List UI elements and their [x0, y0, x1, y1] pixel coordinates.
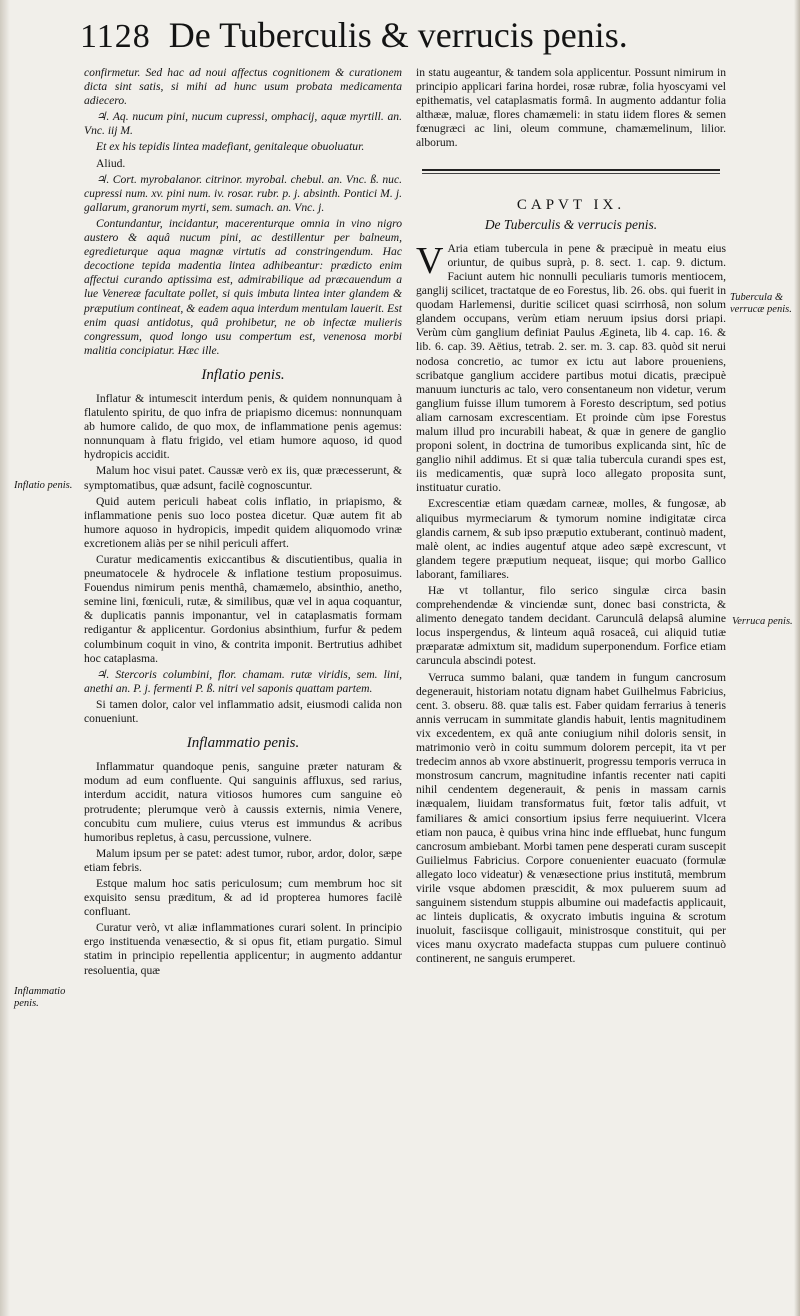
margin-note-inflammatio: Inflammatio penis. [14, 986, 66, 1009]
paragraph-text: Aria etiam tubercula in pene & præcipuè in meatu eius oriuntur, de quibus suprà, p. 8. sect. 1. cap. 9. dictum. Faciunt autem hic nonnulli peculiaris tumoris mentiocem, ganglij scilicet, tractatque de eo Forestus, lib. 26. obs. qui fuerit in quodam Harlemensi, duritie scilicet quasi scirrhosâ, non solum glandem occupans, verùm etiam neruum ipsius dorsi priapi. Verùm cùm ganglium definiat Paulus Ægineta, lib 4. cap. 16. & lib. 6. cap. 39. Aëtius, tetrab. 2. ser. m. 3. cap. 83. quòd sit nerui nodosa concretio, ac tumor ex ictu aut labore proueniens, scribatque ganglium accidere partibus motui dicatis, præcipuè manuum iuncturis ac talo, vero consentaneum non videtur, verum ganglium fuisse illum tumorem à Foresto descriptum, sed potius aliam carnosam excrescentiam. Et proinde cùm ipse Forestus malum illud pro incurabili habeat, & quæ in genere de ganglio proponi solent, in doctrina de tumoribus explicanda sint, hîc de ganglio nihil addimus. Et si quæ talia tubercula curandi spes est, iis medicamentis, quæ suprà loco allegato proposita sunt, instituatur curatio. [416, 241, 726, 495]
paragraph: Verruca summo balani, quæ tandem in fungum cancrosum degenerauit, historiam notatu dignam habet Guilhelmus Fabricius, cent. 3. obseru. 88. quæ talis est. Faber quidam ferrarius à teneris annis verrucam in summitate glandis habuit, lentis magnitudinem vix excedentem, ex quâ ante coniugium nihil doloris sensit, in matrimonio verò in coitu summum dolorem percepit, ita vt per tredecim annos ab vxore abstinuerit, progressu temporis verruca in monstrosum cancrum, magnitudine infantis recenter nati capiti nihil cendentem degenerauit, & penis in massam carnis inæqualem, liuidam transformatus fuit, fœtor talis adfuit, vt familiares & amici consortium ipsius ferre nequiuerint. Vlcera etiam non pauca, è quibus vrina hinc inde effluebat, hunc fungum cancrosum ambiebant. Morbi tamen pene desperati curam suscepit Guilielmus Fabricius. Corpore conuenienter euacuato (formulæ allegato loco videatur) & venæsectione prius institutâ, membrum virile vsque abdomen præscidit, & mox puluerem suum ad sanguinem sistendum stuppis albumine oui madefactis applicauit, ac linteis duplicatis, & oxycrato imbutis inguina & scrotum inuoluit, fasciisque colligauit, ministrosque constituit, qui per vices manu oxycrato madefacta stuppas cum puluere continuò continerent, ne sanguis erumperet. [416, 670, 726, 966]
section-heading-inflammatio: Inflammatio penis. [186, 735, 300, 752]
paragraph: Si tamen dolor, calor vel inflammatio adsit, eiusmodi calida non conueniunt. [84, 697, 402, 726]
paragraph: Excrescentiæ etiam quædam carneæ, molles, & fungosæ, ab aliquibus myrmeciarum & tymorum nomine indigitatæ circa glandis carnem, & sub ipso præputio extuberant, continuò madent, malè olent, ac indies augentuf atque adeo sæpè excrescunt, vt glandem tegere præputium nequeat, iisque; qui morbo Gallico laborant, familiares. [416, 497, 726, 581]
left-column [84, 66, 402, 980]
page-gutter-shadow [0, 0, 10, 1316]
paragraph: Inflatur & intumescit interdum penis, & quidem nonnunquam à flatulento spiritu, de quo infra de priapismo dicemus: nonnunquam ab humore calido, de quo mox, de inflammatione penis agemus: nonnunquam à flatu frigido, vel etiam humore aquoso, id quod hydropicis accidit. [84, 391, 402, 462]
paragraph: Contundantur, incidantur, macerenturque omnia in vino nigro austero & aquâ nucum pini, ac destillentur per balneum, egredieturque aqua magnæ virtutis ad constringendum. Hac decoctione tepida madentia lintea adhibeantur: prædicto enim affectui curando aptissima est, admirabilique ad præcauendum a lue Venereæ facultate pollet, si quis imbuta lintea inter glandem & præputium contineat, & eadem aqua interdum mentulam lauerit. Est enim quasi antidotus, quâ prohibetur, ne ob infectæ mulieris congressum, quod longo usu compertum est, venenosa morbi malitia concipiatur. Hæc ille. [84, 216, 402, 357]
paragraph: Estque malum hoc satis periculosum; cum membrum hoc sit exquisito sensu præditum, & ad id propterea humores facilè confluant. [84, 876, 402, 919]
paragraph: Curatur medicamentis exiccantibus & discutientibus, qualia in pneumatocele & hydrocele & inflatione testium proposuimus. Fouendus nimirum penis menthâ, chamæmelo, absinthio, anetho, semine lini, fœniculi, rutæ, & similibus, quæ vel in aqua coquantur, & duplicatis pannis imponantur, vel in cataplasmatis formam redigantur & applicentur. Gordonius absinthium, furfur & pedem columbinum coquit in vino, & contrita imponit. Bertrutius adhibet hoc cataplasma. [84, 553, 402, 665]
chapter-heading: CAPVT IX. [516, 196, 626, 213]
right-column [416, 66, 726, 969]
paragraph: Quid autem periculi habeat colis inflatio, in priapismo, & inflammatione penis suo loco postea dicetur. Quæ autem fit ab humore aquoso in hydropicis, impedit quidem aliquomodo vrinæ excretionem aliàs per se nihil periculi affert. [84, 494, 402, 550]
paragraph: confirmetur. Sed hac ad noui affectus cognitionem & curationem dicta sint satis, si mihi ad hunc usum probata medicamenta adiecero. [84, 66, 402, 108]
recipe: ♃. Aq. nucum pini, nucum cupressi, omphacij, aquæ myrtill. an. Vnc. iij M. [84, 110, 402, 138]
section-heading-inflatio: Inflatio penis. [201, 366, 285, 383]
paragraph: in statu augeantur, & tandem sola applicentur. Possunt nimirum in principio applicari farina hordei, rosæ rubræ, folia hyoscyami vel epithematis, vel cataplasmatis formâ. In augmento addantur folia althææ, maluæ, flores chamæmeli: in statu iidem flores & semen fœnugræci ac lini, oleum commune, chamæmelinum, lilior. alborum. [416, 66, 726, 150]
recipe: ♃. Stercoris columbini, flor. chamam. rutæ viridis, sem. lini, anethi an. P. j. fermenti P. ß. nitri vel saponis quattam partem. [84, 667, 402, 695]
page-number: 1128 [80, 18, 151, 55]
paragraph: Et ex his tepidis lintea madefiant, genitaleque obuoluatur. [96, 140, 365, 154]
chapter-subtitle: De Tuberculis & verrucis penis. [484, 216, 658, 232]
margin-note-verruca: Verruca penis. [732, 616, 793, 627]
paragraph: Hæ vt tollantur, filo serico singulæ circa basin comprehendendæ & vinciendæ sunt, donec basi constricta, & alimento denegato tandem decidant. Carunculâ delapsâ alumine locus inspergendus, & linteum aquâ rosaceâ, cui aliquid tutiæ præparatæ admixtum sit, madidum superponendum. Forfice etiam caruncula abscindi potest. [416, 584, 726, 668]
recipe: ♃. Cort. myrobalanor. citrinor. myrobal. chebul. an. Vnc. ß. nuc. cupressi num. xv. pini num. iv. rosar. rubr. p. j. absinth. Pontici M. j. gallarum, granorum myrti, sem. sumach. an. Vnc. j. [84, 172, 402, 214]
paragraph: Inflammatur quandoque penis, sanguine præter naturam & modum ad eum confluente. Qui sanguinis affluxus, sed rarius, interdum accidit, natura vitiosos humores cum sanguine eò protrudente; plerumque verò à caussis externis, nimia Venere, concubitu cum muliere, cuius vterus est immundus & acribus humoribus repletus, à casu, percussione, vulnere. [84, 760, 402, 844]
paragraph: Curatur verò, vt aliæ inflammationes curari solent. In principio ergo instituenda venæsectio, & si opus fit, etiam purgatio. Simul statim in principio repellentia applicentur; in augmento addantur resoluentia, quæ [84, 921, 402, 977]
section-rule [422, 169, 720, 174]
recipe-heading: Aliud. [96, 156, 126, 170]
running-header [80, 14, 720, 60]
drop-cap: V [416, 239, 444, 282]
paragraph: Malum ipsum per se patet: adest tumor, rubor, ardor, dolor, sæpe etiam febris. [84, 846, 402, 874]
paragraph: Malum hoc visui patet. Caussæ verò ex iis, quæ præcesserunt, & symptomatibus, quæ adsunt, facilè cognoscuntur. [84, 464, 402, 492]
page-edge-shadow [794, 0, 800, 1316]
paragraph [416, 239, 726, 496]
margin-note-inflatio: Inflatio penis. [14, 480, 73, 491]
margin-note-tubercula: Tubercula & verrucæ penis. [730, 292, 792, 315]
page-title: De Tuberculis & verrucis penis. [168, 15, 628, 55]
